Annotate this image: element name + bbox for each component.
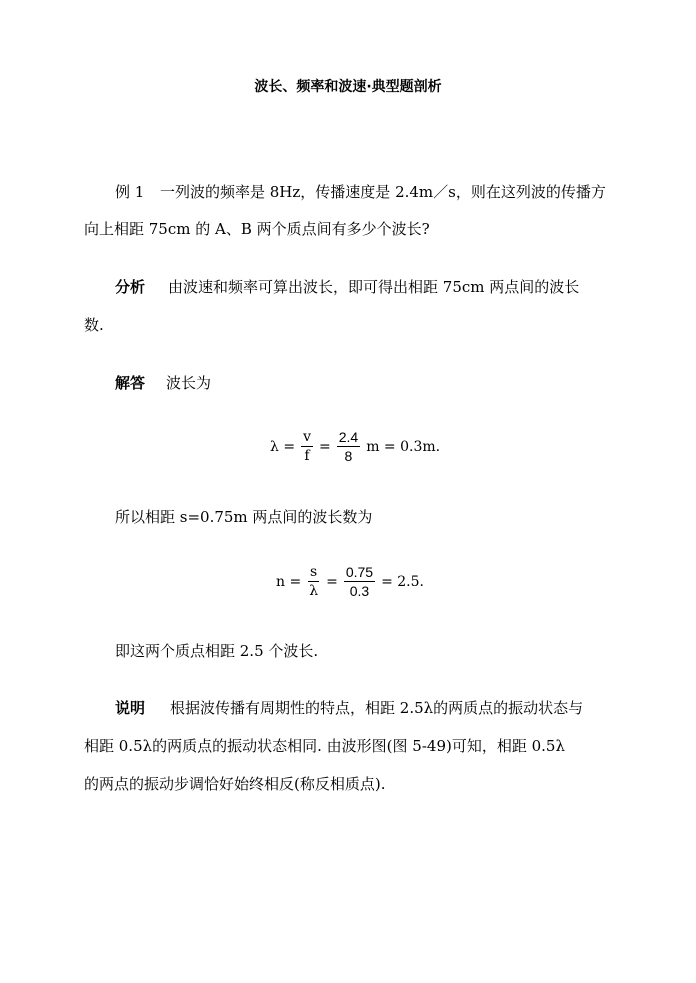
page-title: 波长、频率和波速·典型题剖析 — [254, 79, 442, 95]
example-line-1: 一列波的频率是 8Hz，传播速度是 2.4m／s，则在这列波的传播方 — [160, 183, 606, 201]
analysis-label: 分析 — [115, 278, 146, 296]
eq1-fraction-values — [337, 428, 360, 465]
note-label: 说明 — [115, 699, 146, 717]
eq2-frac1-numerator: s — [310, 564, 318, 580]
note-line-1: 根据波传播有周期性的特点，相距 2.5λ的两质点的振动状态与 — [170, 699, 584, 717]
solution-intro: 波长为 — [166, 374, 212, 392]
eq2-fraction-values — [344, 563, 375, 600]
eq2-fraction-s-over-lambda — [307, 563, 320, 600]
solution-conclusion: 即这两个质点相距 2.5 个波长. — [115, 642, 319, 660]
note-line-3: 的两点的振动步调恰好始终相反(称反相质点). — [84, 775, 386, 793]
eq2-result: = 2.5. — [381, 573, 424, 590]
solution-label: 解答 — [115, 374, 146, 392]
note-line-2: 相距 0.5λ的两质点的振动状态相同. 由波形图(图 5-49)可知，相距 0.5λ — [84, 737, 565, 755]
eq1-frac1-numerator: v — [303, 429, 311, 445]
solution-text-2: 所以相距 s=0.75m 两点间的波长数为 — [115, 508, 373, 526]
eq2-equals: = — [326, 573, 338, 590]
eq1-equals: = — [318, 438, 331, 455]
eq1-fraction-v-over-f — [301, 428, 313, 465]
eq1-frac1-denominator: f — [304, 448, 310, 464]
eq2-frac1-denominator: λ — [309, 583, 319, 599]
example-label: 例 1 — [115, 183, 145, 201]
wave-count-equation — [276, 563, 424, 600]
eq1-result: m = 0.3m. — [366, 438, 441, 455]
eq2-frac2-denominator: 0.3 — [349, 583, 370, 599]
analysis-line-2: 数. — [84, 316, 104, 334]
wavelength-equation — [270, 428, 440, 465]
example-line-2: 向上相距 75cm 的 A、B 两个质点间有多少个波长? — [84, 220, 430, 238]
eq1-lhs: λ = — [270, 438, 296, 455]
analysis-line-1: 由波速和频率可算出波长，即可得出相距 75cm 两点间的波长 — [168, 278, 580, 296]
eq2-lhs: n = — [276, 573, 302, 590]
eq2-frac2-numerator: 0.75 — [345, 564, 374, 580]
eq1-frac2-numerator: 2.4 — [338, 429, 359, 445]
eq1-frac2-denominator: 8 — [344, 448, 353, 464]
